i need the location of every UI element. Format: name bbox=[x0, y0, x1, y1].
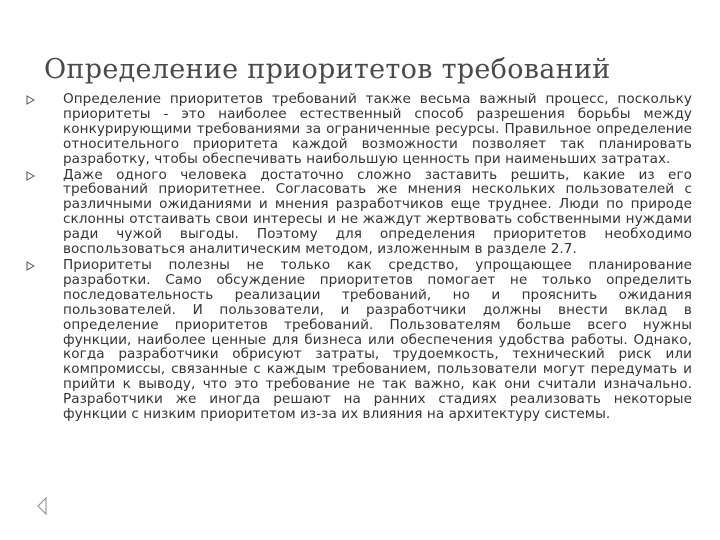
slide-title: Определение приоритетов требований bbox=[44, 54, 611, 85]
bullet-list bbox=[26, 92, 692, 423]
corner-arrow-icon bbox=[36, 496, 48, 516]
triangle-bullet-icon bbox=[26, 95, 35, 105]
bullet-item bbox=[26, 258, 692, 422]
bullet-text: Приоритеты полезны не только как средство, упрощающее планирование разработки. Само обсуждение приоритетов помогает не только определить последовательность реализации требований, но и прояснить ожидания пользователей. И пользователи, и разработчики должны внести вклад в определение приоритетов требований. Пользователям больше всего нужны функции, наиболее ценные для бизнеса или обеспечения удобства работы. Однако, когда разработчики обрисуют затраты, трудоемкость, технический риск или компромиссы, связанные с каждым требованием, пользователи могут передумать и прийти к выводу, что это требование не так важно, как они считали изначально. Разработчики же иногда решают на ранних стадиях реализовать некоторые функции с низким приоритетом из-за их влияния на архитектуру системы. bbox=[63, 256, 692, 423]
triangle-bullet-icon bbox=[26, 261, 35, 271]
bullet-text: Даже одного человека достаточно сложно заставить решить, какие из его требований приоритетнее. Согласовать же мнения нескольких пользователей с различными ожиданиями и мнения разработчиков еще труднее. Люди по природе склонны отстаивать свои интересы и не жаждут жертвовать собственными нуждами ради чужой выгоды. Поэтому для определения приоритетов необходимо воспользоваться аналитическим методом, изложенным в разделе 2.7. bbox=[63, 166, 692, 258]
bullet-item bbox=[26, 168, 692, 257]
bullet-item bbox=[26, 92, 692, 167]
bullet-text: Определение приоритетов требований также весьма важный процесс, поскольку приоритеты - это наиболее естественный способ разрешения борьбы между конкурирующими требованиями за ограниченные ресурсы. Правильное определение относительного приоритета каждой возможности позволяет так планировать разработку, чтобы обеспечивать наибольшую ценность при наименьших затратах. bbox=[63, 91, 692, 167]
triangle-bullet-icon bbox=[26, 171, 35, 181]
